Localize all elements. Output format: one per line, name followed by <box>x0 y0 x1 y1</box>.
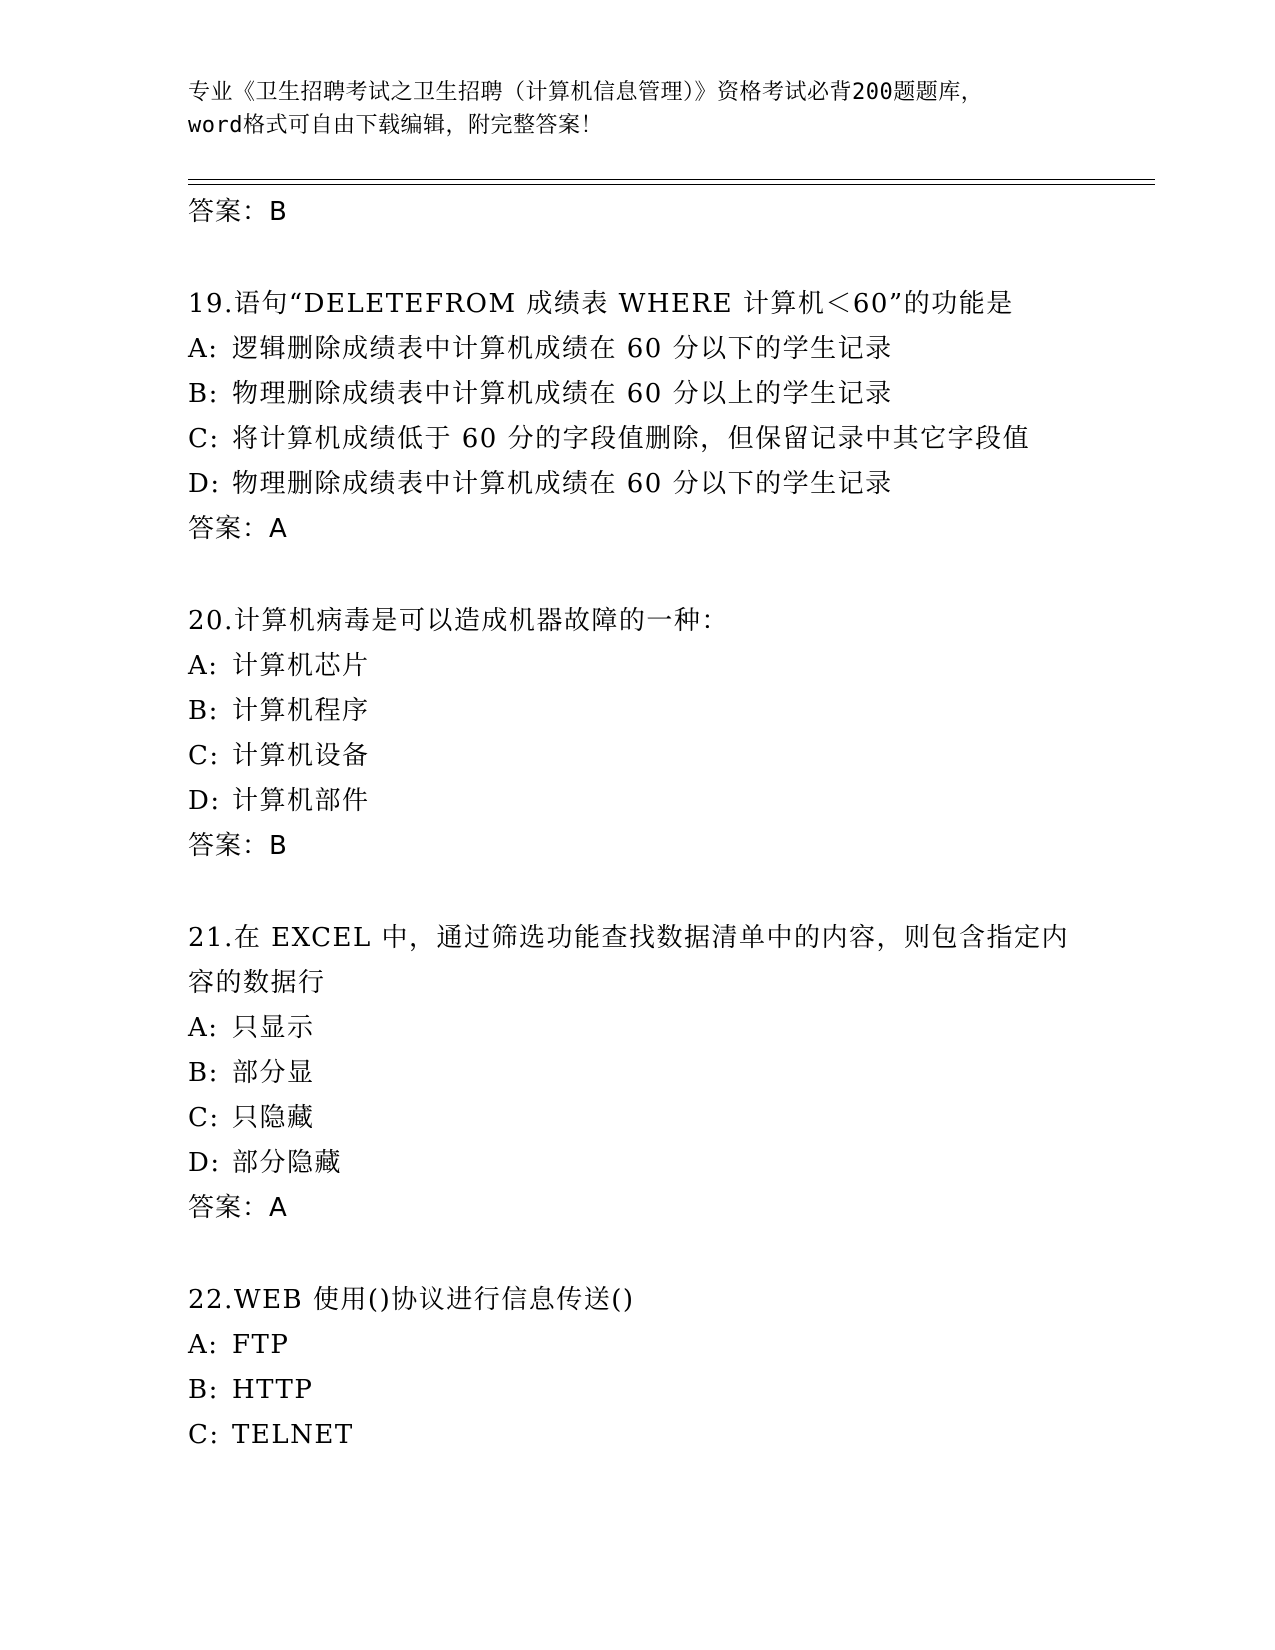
question-20 <box>188 599 1088 868</box>
answer-19: 答案：A <box>188 514 288 544</box>
question-list <box>188 190 1088 1458</box>
option-c <box>188 734 1088 779</box>
question-title: 22.WEB 使用()协议进行信息传送() <box>188 1285 635 1315</box>
option-a <box>188 327 1088 372</box>
option-b <box>188 372 1088 417</box>
question-title: 21.在 EXCEL 中，通过筛选功能查找数据清单中的内容，则包含指定内容的数据行 <box>188 923 1070 998</box>
option-text: TELNET <box>232 1420 354 1450</box>
option-d <box>188 779 1088 824</box>
option-a <box>188 1323 1088 1368</box>
option-b <box>188 1368 1088 1413</box>
option-text: 计算机芯片 <box>232 651 370 681</box>
option-a <box>188 644 1088 689</box>
option-letter: C: <box>188 1103 220 1133</box>
option-text: HTTP <box>232 1375 314 1405</box>
question-22 <box>188 1278 1088 1458</box>
option-text: 计算机部件 <box>232 786 370 816</box>
option-letter: D: <box>188 786 221 816</box>
option-text: 部分显 <box>232 1058 315 1088</box>
option-text: 逻辑删除成绩表中计算机成绩在 60 分以下的学生记录 <box>232 334 893 364</box>
option-letter: A: <box>188 1330 219 1360</box>
option-letter: C: <box>188 1420 220 1450</box>
option-letter: B: <box>188 1058 219 1088</box>
option-b <box>188 1051 1088 1096</box>
question-title: 20.计算机病毒是可以造成机器故障的一种： <box>188 606 729 636</box>
option-text: 物理删除成绩表中计算机成绩在 60 分以上的学生记录 <box>232 379 893 409</box>
option-letter: D: <box>188 469 221 499</box>
option-letter: B: <box>188 379 219 409</box>
option-letter: B: <box>188 1375 219 1405</box>
document-header <box>188 76 1088 142</box>
previous-answer: 答案：B <box>188 197 288 227</box>
option-c <box>188 1096 1088 1141</box>
question-title: 19.语句“DELETEFROM 成绩表 WHERE 计算机＜60”的功能是 <box>188 289 1014 319</box>
option-letter: C: <box>188 424 220 454</box>
answer-21: 答案：A <box>188 1193 288 1223</box>
option-letter: C: <box>188 741 220 771</box>
option-text: 部分隐藏 <box>232 1148 343 1178</box>
option-d <box>188 462 1088 507</box>
option-c <box>188 1413 1088 1458</box>
header-line-1: 专业《卫生招聘考试之卫生招聘（计算机信息管理）》资格考试必背200题题库， <box>188 80 984 105</box>
option-letter: B: <box>188 696 219 726</box>
answer-20: 答案：B <box>188 831 288 861</box>
option-text: FTP <box>232 1330 290 1360</box>
header-divider <box>188 179 1155 185</box>
option-a <box>188 1006 1088 1051</box>
option-letter: A: <box>188 651 219 681</box>
option-letter: A: <box>188 334 219 364</box>
option-b <box>188 689 1088 734</box>
question-21 <box>188 916 1088 1230</box>
option-letter: A: <box>188 1013 219 1043</box>
header-line-2: word格式可自由下载编辑，附完整答案！ <box>188 113 603 138</box>
option-text: 计算机设备 <box>232 741 370 771</box>
question-19 <box>188 282 1088 551</box>
option-text: 只隐藏 <box>232 1103 315 1133</box>
option-letter: D: <box>188 1148 221 1178</box>
option-text: 将计算机成绩低于 60 分的字段值删除，但保留记录中其它字段值 <box>232 424 1031 454</box>
option-text: 只显示 <box>232 1013 315 1043</box>
option-d <box>188 1141 1088 1186</box>
option-c <box>188 417 1088 462</box>
option-text: 物理删除成绩表中计算机成绩在 60 分以下的学生记录 <box>232 469 893 499</box>
option-text: 计算机程序 <box>232 696 370 726</box>
